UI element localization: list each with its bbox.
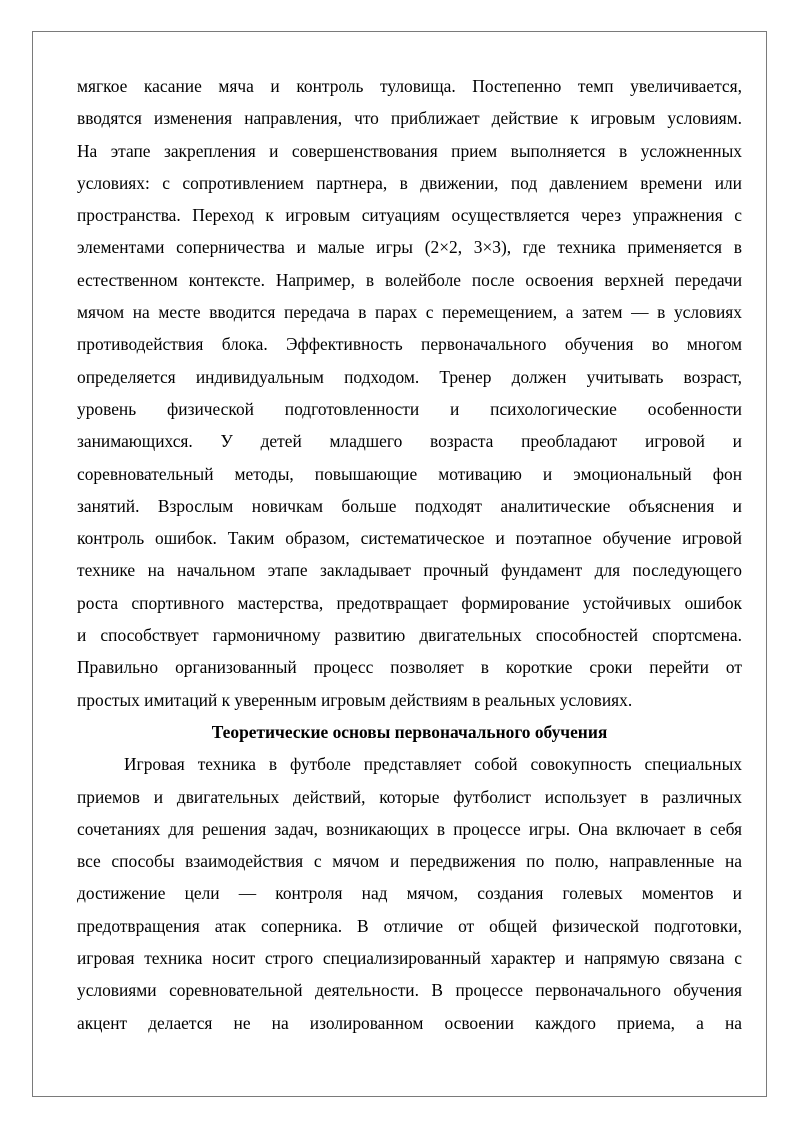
text-line: и способствует гармоничному развитию двигательных способностей спортсмена.: [77, 625, 742, 646]
text-line: условиях: с сопротивлением партнера, в движении, под давлением времени или: [77, 172, 742, 193]
text-line: роста спортивного мастерства, предотвращает формирование устойчивых ошибок: [77, 592, 742, 613]
text-line: противодействия блока. Эффективность первоначального обучения во многом: [77, 334, 742, 355]
text-line: сочетаниях для решения задач, возникающих в процессе игры. Она включает в себя: [77, 818, 742, 839]
text-line: Игровая техника в футболе представляет собой совокупность специальных: [124, 754, 742, 775]
section-heading: Теоретические основы первоначального обучения: [211, 721, 608, 742]
text-line: вводятся изменения направления, что приближает действие к игровым условиям.: [77, 108, 742, 129]
text-line: мягкое касание мяча и контроль туловища. Постепенно темп увеличивается,: [77, 76, 742, 96]
text-line: Правильно организованный процесс позволяет в короткие сроки перейти от: [77, 657, 742, 678]
text-line: пространства. Переход к игровым ситуациям осуществляется через упражнения с: [77, 205, 742, 226]
text-line: достижение цели — контроля над мячом, создания голевых моментов и: [77, 883, 742, 904]
text-line: акцент делается не на изолированном освоении каждого приема, а на: [77, 1012, 742, 1033]
text-line: элементами соперничества и малые игры (2×2, 3×3), где техника применяется в: [77, 237, 742, 258]
text-line: На этапе закрепления и совершенствования прием выполняется в усложненных: [77, 140, 742, 161]
text-line: определяется индивидуальным подходом. Тренер должен учитывать возраст,: [77, 366, 742, 387]
paragraph-2: [77, 748, 742, 1039]
document-body: [77, 70, 742, 1039]
text-line: приемов и двигательных действий, которые футболист использует в различных: [77, 786, 742, 807]
text-line: занимающихся. У детей младшего возраста преобладают игровой и: [77, 431, 742, 452]
text-line: игровая техника носит строго специализированный характер и напрямую связана с: [77, 948, 742, 969]
text-line: мячом на месте вводится передача в парах с перемещением, а затем — в условиях: [77, 302, 742, 323]
text-line: предотвращения атак соперника. В отличие от общей физической подготовки,: [77, 915, 742, 936]
text-line: соревновательный методы, повышающие мотивацию и эмоциональный фон: [77, 463, 742, 484]
text-line: занятий. Взрослым новичкам больше подходят аналитические объяснения и: [77, 495, 742, 516]
text-line: технике на начальном этапе закладывает прочный фундамент для последующего: [77, 560, 742, 581]
text-line: уровень физической подготовленности и психологические особенности: [77, 398, 742, 419]
text-line: условиями соревновательной деятельности. В процессе первоначального обучения: [77, 980, 742, 1001]
text-line: все способы взаимодействия с мячом и передвижения по полю, направленные на: [77, 851, 742, 872]
text-line: простых имитаций к уверенным игровым действиям в реальных условиях.: [77, 689, 633, 710]
text-line: контроль ошибок. Таким образом, систематическое и поэтапное обучение игровой: [77, 528, 742, 549]
text-line: естественном контексте. Например, в волейболе после освоения верхней передачи: [77, 269, 742, 290]
paragraph-1: [77, 70, 742, 716]
